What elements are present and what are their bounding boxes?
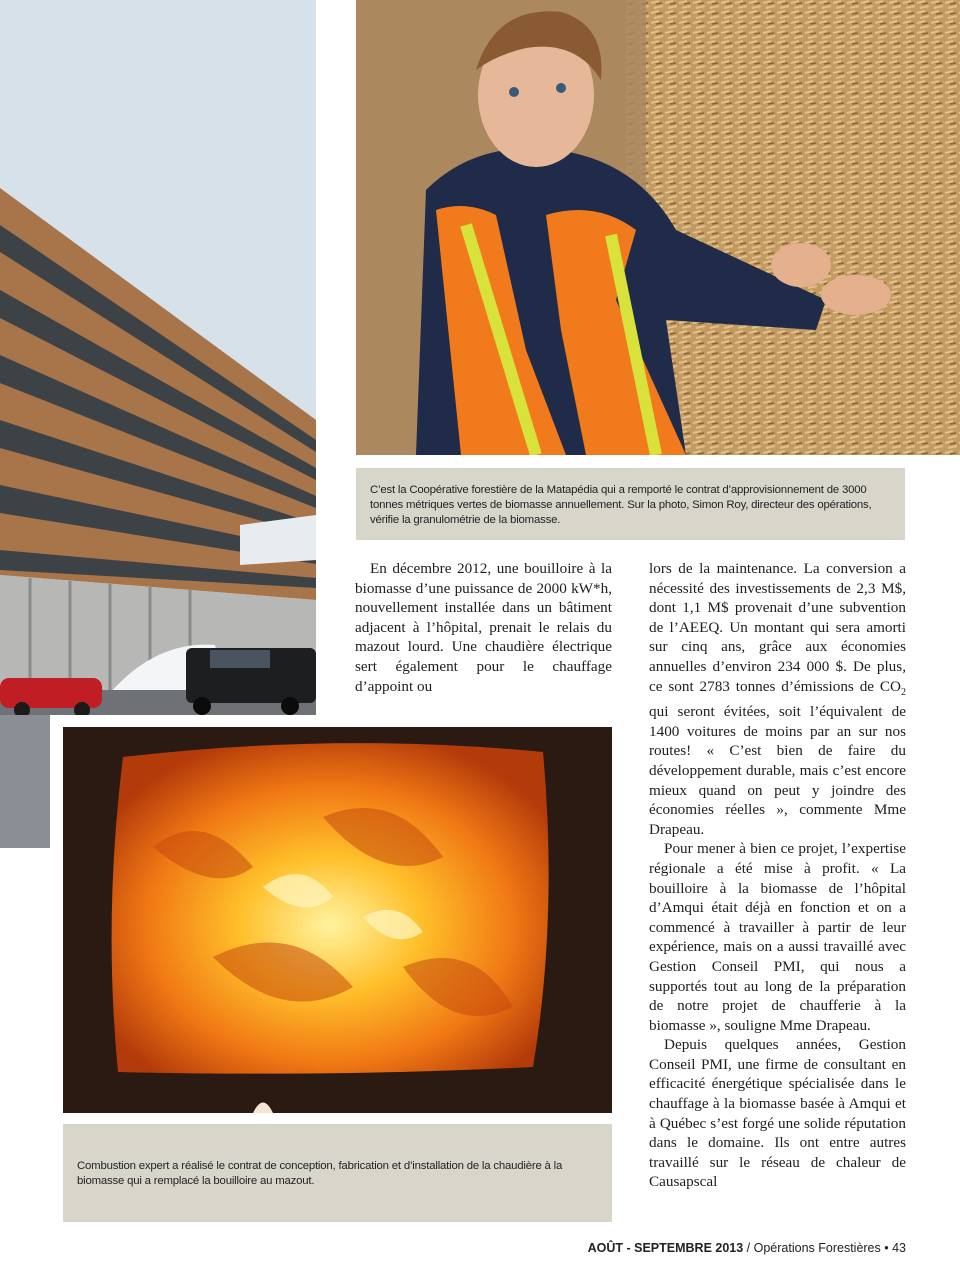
article-paragraph — [649, 559, 906, 839]
article-paragraph: Pour mener à bien ce projet, l’expertise régionale a été mise à profit. « La bouilloire à la biomasse de l’hôpital d’Amqui était déjà en fonction et on a commencé à travailler à partir de leur expérience, mais on a aussi travaillé avec Gestion Conseil PMI, qui nous a supportés tout au long de la préparation de notre projet de chaufferie à la biomasse », souligne Mme Drapeau. — [649, 840, 906, 1034]
article-paragraph: Depuis quelques années, Gestion Conseil PMI, une firme de consultant en efficacité énergétique spécialisée dans le chauffage à la biomasse basée à Amqui et à Québec s’est forgé une solide réputation dans le domaine. Ils ont entre autres travaillé sur le réseau de chaleur de Causapscal — [649, 1036, 906, 1191]
footer-bullet: • — [880, 1241, 893, 1255]
article-column-left — [355, 559, 612, 696]
boiler-fire-photo — [63, 727, 612, 1113]
footer-magazine: Opérations Forestières — [753, 1241, 881, 1255]
page-footer — [588, 1241, 906, 1255]
footer-separator: / — [743, 1241, 754, 1255]
article-column-right — [649, 559, 906, 1192]
footer-page-number: 43 — [892, 1241, 906, 1255]
article-text: qui seront évitées, soit l’équivalent de 1400 voitures de moins par an sur nos routes! « C’est bien de faire du développement durable, mais c’est encore mieux quand on peut y joindre des économies réelles », commente Mme Drapeau. — [649, 703, 906, 838]
worker-wood-chips-photo — [356, 0, 960, 455]
building-photo-lower-strip — [0, 715, 50, 848]
boiler-photo-caption: Combustion expert a réalisé le contrat de conception, fabrication et d’installation de la chaudière à la biomasse qui a remplacé la bouilloire au mazout. — [63, 1124, 612, 1222]
article-text: lors de la maintenance. La conversion a nécessité des investissements de 2,3 M$, dont 1,1 M$ provenait d’une subvention de l’AEEQ. Un montant qui sera amorti sur cinq ans, grâce aux économies annuelles d’environ 234 000 $. De plus, ce sont 2783 tonnes d’émissions de CO — [649, 560, 906, 695]
article-paragraph: En décembre 2012, une bouilloire à la biomasse d’une puissance de 2000 kW*h, nouvellement installée dans un bâtiment adjacent à l’hôpital, prenait le relais du mazout lourd. Une chaudière électrique sert également pour le chauffage d’appoint ou — [355, 560, 612, 695]
worker-photo-caption: C’est la Coopérative forestière de la Matapédia qui a remporté le contrat d’approvisionnement de 3000 tonnes métriques vertes de biomasse annuellement. Sur la photo, Simon Roy, directeur des opérations, vérifie la granulométrie de la biomasse. — [356, 468, 905, 540]
hospital-building-photo — [0, 0, 316, 715]
co2-subscript: 2 — [901, 686, 906, 698]
footer-issue: AOÛT - SEPTEMBRE 2013 — [587, 1241, 744, 1255]
